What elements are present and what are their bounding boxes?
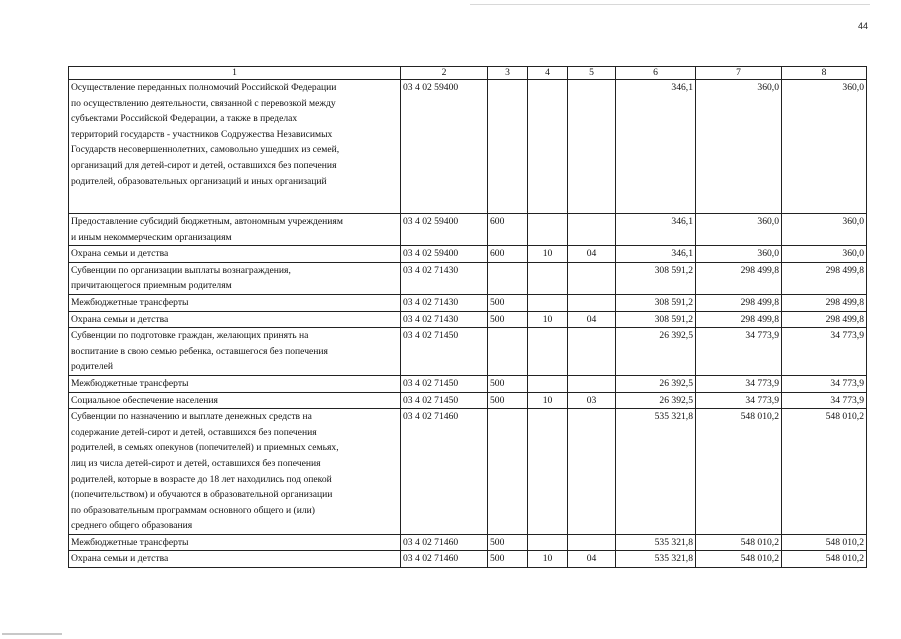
row-name-cell: Охрана семьи и детства (69, 246, 401, 263)
row-pr-cell: 04 (568, 246, 616, 263)
row-code-cell: 03 4 02 59400 (401, 214, 488, 246)
table-header-row (69, 67, 867, 80)
row-value-7-cell: 298 499,8 (696, 262, 782, 294)
row-value-6-cell: 535 321,8 (616, 534, 696, 551)
row-code-cell: 03 4 02 59400 (401, 80, 488, 214)
row-pr-cell (568, 375, 616, 392)
table-row (69, 246, 867, 263)
row-value-7-cell: 298 499,8 (696, 311, 782, 328)
column-header: 4 (528, 67, 568, 80)
row-value-8-cell: 360,0 (782, 80, 867, 214)
table-row (69, 375, 867, 392)
row-value-7-cell: 298 499,8 (696, 294, 782, 311)
row-rz-cell (528, 214, 568, 246)
table-row (69, 534, 867, 551)
row-vr-cell (488, 328, 528, 376)
row-value-6-cell: 308 591,2 (616, 294, 696, 311)
row-value-6-cell: 308 591,2 (616, 262, 696, 294)
row-value-7-cell: 548 010,2 (696, 551, 782, 568)
row-pr-cell (568, 80, 616, 214)
row-rz-cell (528, 375, 568, 392)
bottom-edge-line (2, 633, 62, 635)
row-pr-cell (568, 409, 616, 535)
row-vr-cell: 500 (488, 375, 528, 392)
row-vr-cell (488, 80, 528, 214)
row-value-6-cell: 346,1 (616, 246, 696, 263)
table-row (69, 80, 867, 214)
row-pr-cell (568, 214, 616, 246)
row-value-7-cell: 34 773,9 (696, 375, 782, 392)
row-name-cell: Субвенции по назначению и выплате денежных средств на содержание детей-сирот и детей, оставшихся без попечения родителей, в семьях опекунов (попечителей) и приемных семьях, лиц из числа детей-сирот и детей, оставшихся без попечения родителей, которые в возрасте до 18 лет находились под опекой (попечительством) и обучаются в образовательной организации по образовательным программам основного общего и (или) среднего общего образования (69, 409, 401, 535)
row-name-cell: Межбюджетные трансферты (69, 294, 401, 311)
row-value-8-cell: 548 010,2 (782, 534, 867, 551)
budget-table (68, 66, 867, 568)
row-rz-cell (528, 534, 568, 551)
row-code-cell: 03 4 02 71460 (401, 534, 488, 551)
row-value-7-cell: 360,0 (696, 80, 782, 214)
row-rz-cell (528, 328, 568, 376)
row-vr-cell: 600 (488, 214, 528, 246)
row-rz-cell (528, 262, 568, 294)
row-value-6-cell: 26 392,5 (616, 328, 696, 376)
row-value-6-cell: 308 591,2 (616, 311, 696, 328)
top-edge-line (470, 4, 870, 5)
column-header: 1 (69, 67, 401, 80)
row-value-7-cell: 548 010,2 (696, 534, 782, 551)
row-value-8-cell: 548 010,2 (782, 551, 867, 568)
row-code-cell: 03 4 02 71450 (401, 328, 488, 376)
column-header: 6 (616, 67, 696, 80)
table-row (69, 311, 867, 328)
row-name-cell: Охрана семьи и детства (69, 311, 401, 328)
row-rz-cell (528, 409, 568, 535)
row-vr-cell: 500 (488, 311, 528, 328)
row-vr-cell: 500 (488, 294, 528, 311)
row-pr-cell (568, 262, 616, 294)
row-pr-cell (568, 294, 616, 311)
row-vr-cell: 600 (488, 246, 528, 263)
row-value-6-cell: 26 392,5 (616, 375, 696, 392)
row-pr-cell: 03 (568, 392, 616, 409)
row-code-cell: 03 4 02 71460 (401, 409, 488, 535)
row-value-8-cell: 34 773,9 (782, 375, 867, 392)
row-value-6-cell: 346,1 (616, 80, 696, 214)
row-vr-cell: 500 (488, 392, 528, 409)
row-name-cell: Социальное обеспечение населения (69, 392, 401, 409)
row-code-cell: 03 4 02 59400 (401, 246, 488, 263)
row-rz-cell: 10 (528, 392, 568, 409)
table-row (69, 262, 867, 294)
row-code-cell: 03 4 02 71460 (401, 551, 488, 568)
row-value-6-cell: 346,1 (616, 214, 696, 246)
table-row (69, 328, 867, 376)
table-row (69, 294, 867, 311)
row-value-8-cell: 298 499,8 (782, 311, 867, 328)
row-value-6-cell: 26 392,5 (616, 392, 696, 409)
table-row (69, 551, 867, 568)
row-name-cell: Субвенции по организации выплаты вознаграждения, причитающегося приемным родителям (69, 262, 401, 294)
row-value-8-cell: 360,0 (782, 246, 867, 263)
row-value-8-cell: 360,0 (782, 214, 867, 246)
column-header: 3 (488, 67, 528, 80)
table-row (69, 214, 867, 246)
row-value-8-cell: 298 499,8 (782, 294, 867, 311)
row-vr-cell (488, 409, 528, 535)
row-value-8-cell: 34 773,9 (782, 328, 867, 376)
row-value-7-cell: 548 010,2 (696, 409, 782, 535)
row-rz-cell (528, 294, 568, 311)
row-value-8-cell: 548 010,2 (782, 409, 867, 535)
row-rz-cell: 10 (528, 551, 568, 568)
row-vr-cell: 500 (488, 534, 528, 551)
table-body (69, 80, 867, 568)
row-code-cell: 03 4 02 71450 (401, 375, 488, 392)
row-rz-cell: 10 (528, 246, 568, 263)
row-vr-cell: 500 (488, 551, 528, 568)
row-rz-cell (528, 80, 568, 214)
column-header: 2 (401, 67, 488, 80)
row-name-cell: Охрана семьи и детства (69, 551, 401, 568)
row-name-cell: Межбюджетные трансферты (69, 375, 401, 392)
row-value-7-cell: 360,0 (696, 214, 782, 246)
row-value-7-cell: 34 773,9 (696, 392, 782, 409)
row-rz-cell: 10 (528, 311, 568, 328)
table-row (69, 409, 867, 535)
column-header: 8 (782, 67, 867, 80)
column-header: 7 (696, 67, 782, 80)
row-pr-cell (568, 328, 616, 376)
column-header: 5 (568, 67, 616, 80)
row-code-cell: 03 4 02 71450 (401, 392, 488, 409)
row-code-cell: 03 4 02 71430 (401, 262, 488, 294)
row-code-cell: 03 4 02 71430 (401, 294, 488, 311)
row-pr-cell: 04 (568, 551, 616, 568)
row-value-7-cell: 34 773,9 (696, 328, 782, 376)
row-name-cell: Межбюджетные трансферты (69, 534, 401, 551)
row-value-8-cell: 298 499,8 (782, 262, 867, 294)
row-value-6-cell: 535 321,8 (616, 409, 696, 535)
row-value-8-cell: 34 773,9 (782, 392, 867, 409)
row-value-6-cell: 535 321,8 (616, 551, 696, 568)
row-vr-cell (488, 262, 528, 294)
page-number: 44 (858, 21, 869, 31)
row-pr-cell (568, 534, 616, 551)
row-code-cell: 03 4 02 71430 (401, 311, 488, 328)
row-name-cell: Осуществление переданных полномочий Российской Федерации по осуществлению деятельности, связанной с перевозкой между субъектами Российской Федерации, а также в пределах территорий государств - участников Содружества Независимых Государств несовершеннолетних, самовольно ушедших из семей, организаций для детей-сирот и детей, оставшихся без попечения родителей, образовательных организаций и иных организаций (69, 80, 401, 214)
row-name-cell: Субвенции по подготовке граждан, желающих принять на воспитание в свою семью ребенка, оставшегося без попечения родителей (69, 328, 401, 376)
row-value-7-cell: 360,0 (696, 246, 782, 263)
row-name-cell: Предоставление субсидий бюджетным, автономным учреждениям и иным некоммерческим организациям (69, 214, 401, 246)
row-pr-cell: 04 (568, 311, 616, 328)
table-row (69, 392, 867, 409)
